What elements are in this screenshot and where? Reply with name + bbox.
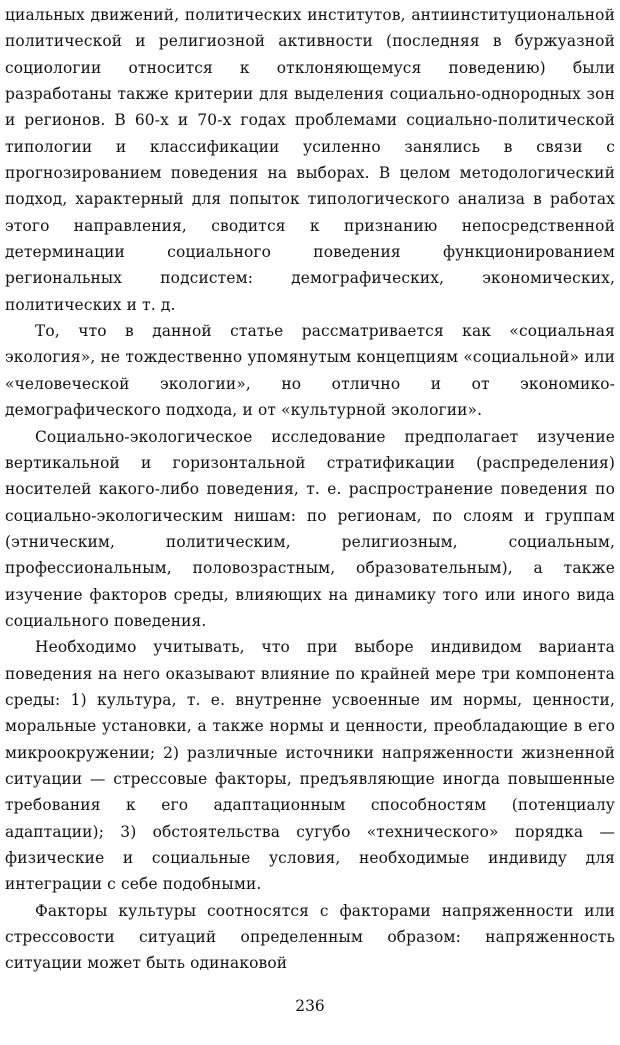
paragraph-2: То, что в данной статье рассматривается как «социальная экология», не тождественно упомянутым концепциям «социальной» или «человеческой экологии», но отлично и от экономико-демографического подхода, и от «культурной экологии». — [5, 322, 615, 420]
paragraph-1: циальных движений, политических институтов, антиинституциональной политической и религиозной активности (последняя в буржуазной социологии относится к отклоняющемуся поведению) были разработаны также критерии для выделения социально-однородных зон и регионов. В 60-х и 70-х годах проблемами социально-политической типологии и классификации усиленно занялись в связи с прогнозированием поведения на выборах. В целом методологический подход, характерный для попыток типологического анализа в работах этого направления, сводится к признанию непосредственной детерминации социального поведения функционированием региональных подсистем: демографических, экономических, политических и т. д. — [5, 6, 615, 314]
body-text — [5, 2, 615, 977]
paragraph-3: Социально-экологическое исследование предполагает изучение вертикальной и горизонтальной стратификации (распределения) носителей какого-либо поведения, т. е. распространение поведения по социально-экологическим нишам: по регионам, по слоям и группам (этническим, политическим, религиозным, социальным, профессиональным, половозрастным, образовательным), а также изучение факторов среды, влияющих на динамику того или иного вида социального поведения. — [5, 427, 615, 630]
paragraph-4: Необходимо учитывать, что при выборе индивидом варианта поведения на него оказывают влияние по крайней мере три компонента среды: 1) культура, т. е. внутренне усвоенные им нормы, ценности, моральные установки, а также нормы и ценности, преобладающие в его микроокружении; 2) различные источники напряженности жизненной ситуации — стрессовые факторы, предъявляющие иногда повышенные требования к его адаптационным способностям (потенциалу адаптации); 3) обстоятельства сугубо «технического» порядка — физические и социальные условия, необходимые индивиду для интеграции с себе подобными. — [5, 638, 615, 894]
paragraph-5: Факторы культуры соотносятся с факторами напряженности или стрессовости ситуаций определенным образом: напряженность ситуации может быть одинаковой — [5, 901, 615, 973]
book-page — [5, 0, 615, 1045]
page-number: 236 — [295, 997, 325, 1015]
